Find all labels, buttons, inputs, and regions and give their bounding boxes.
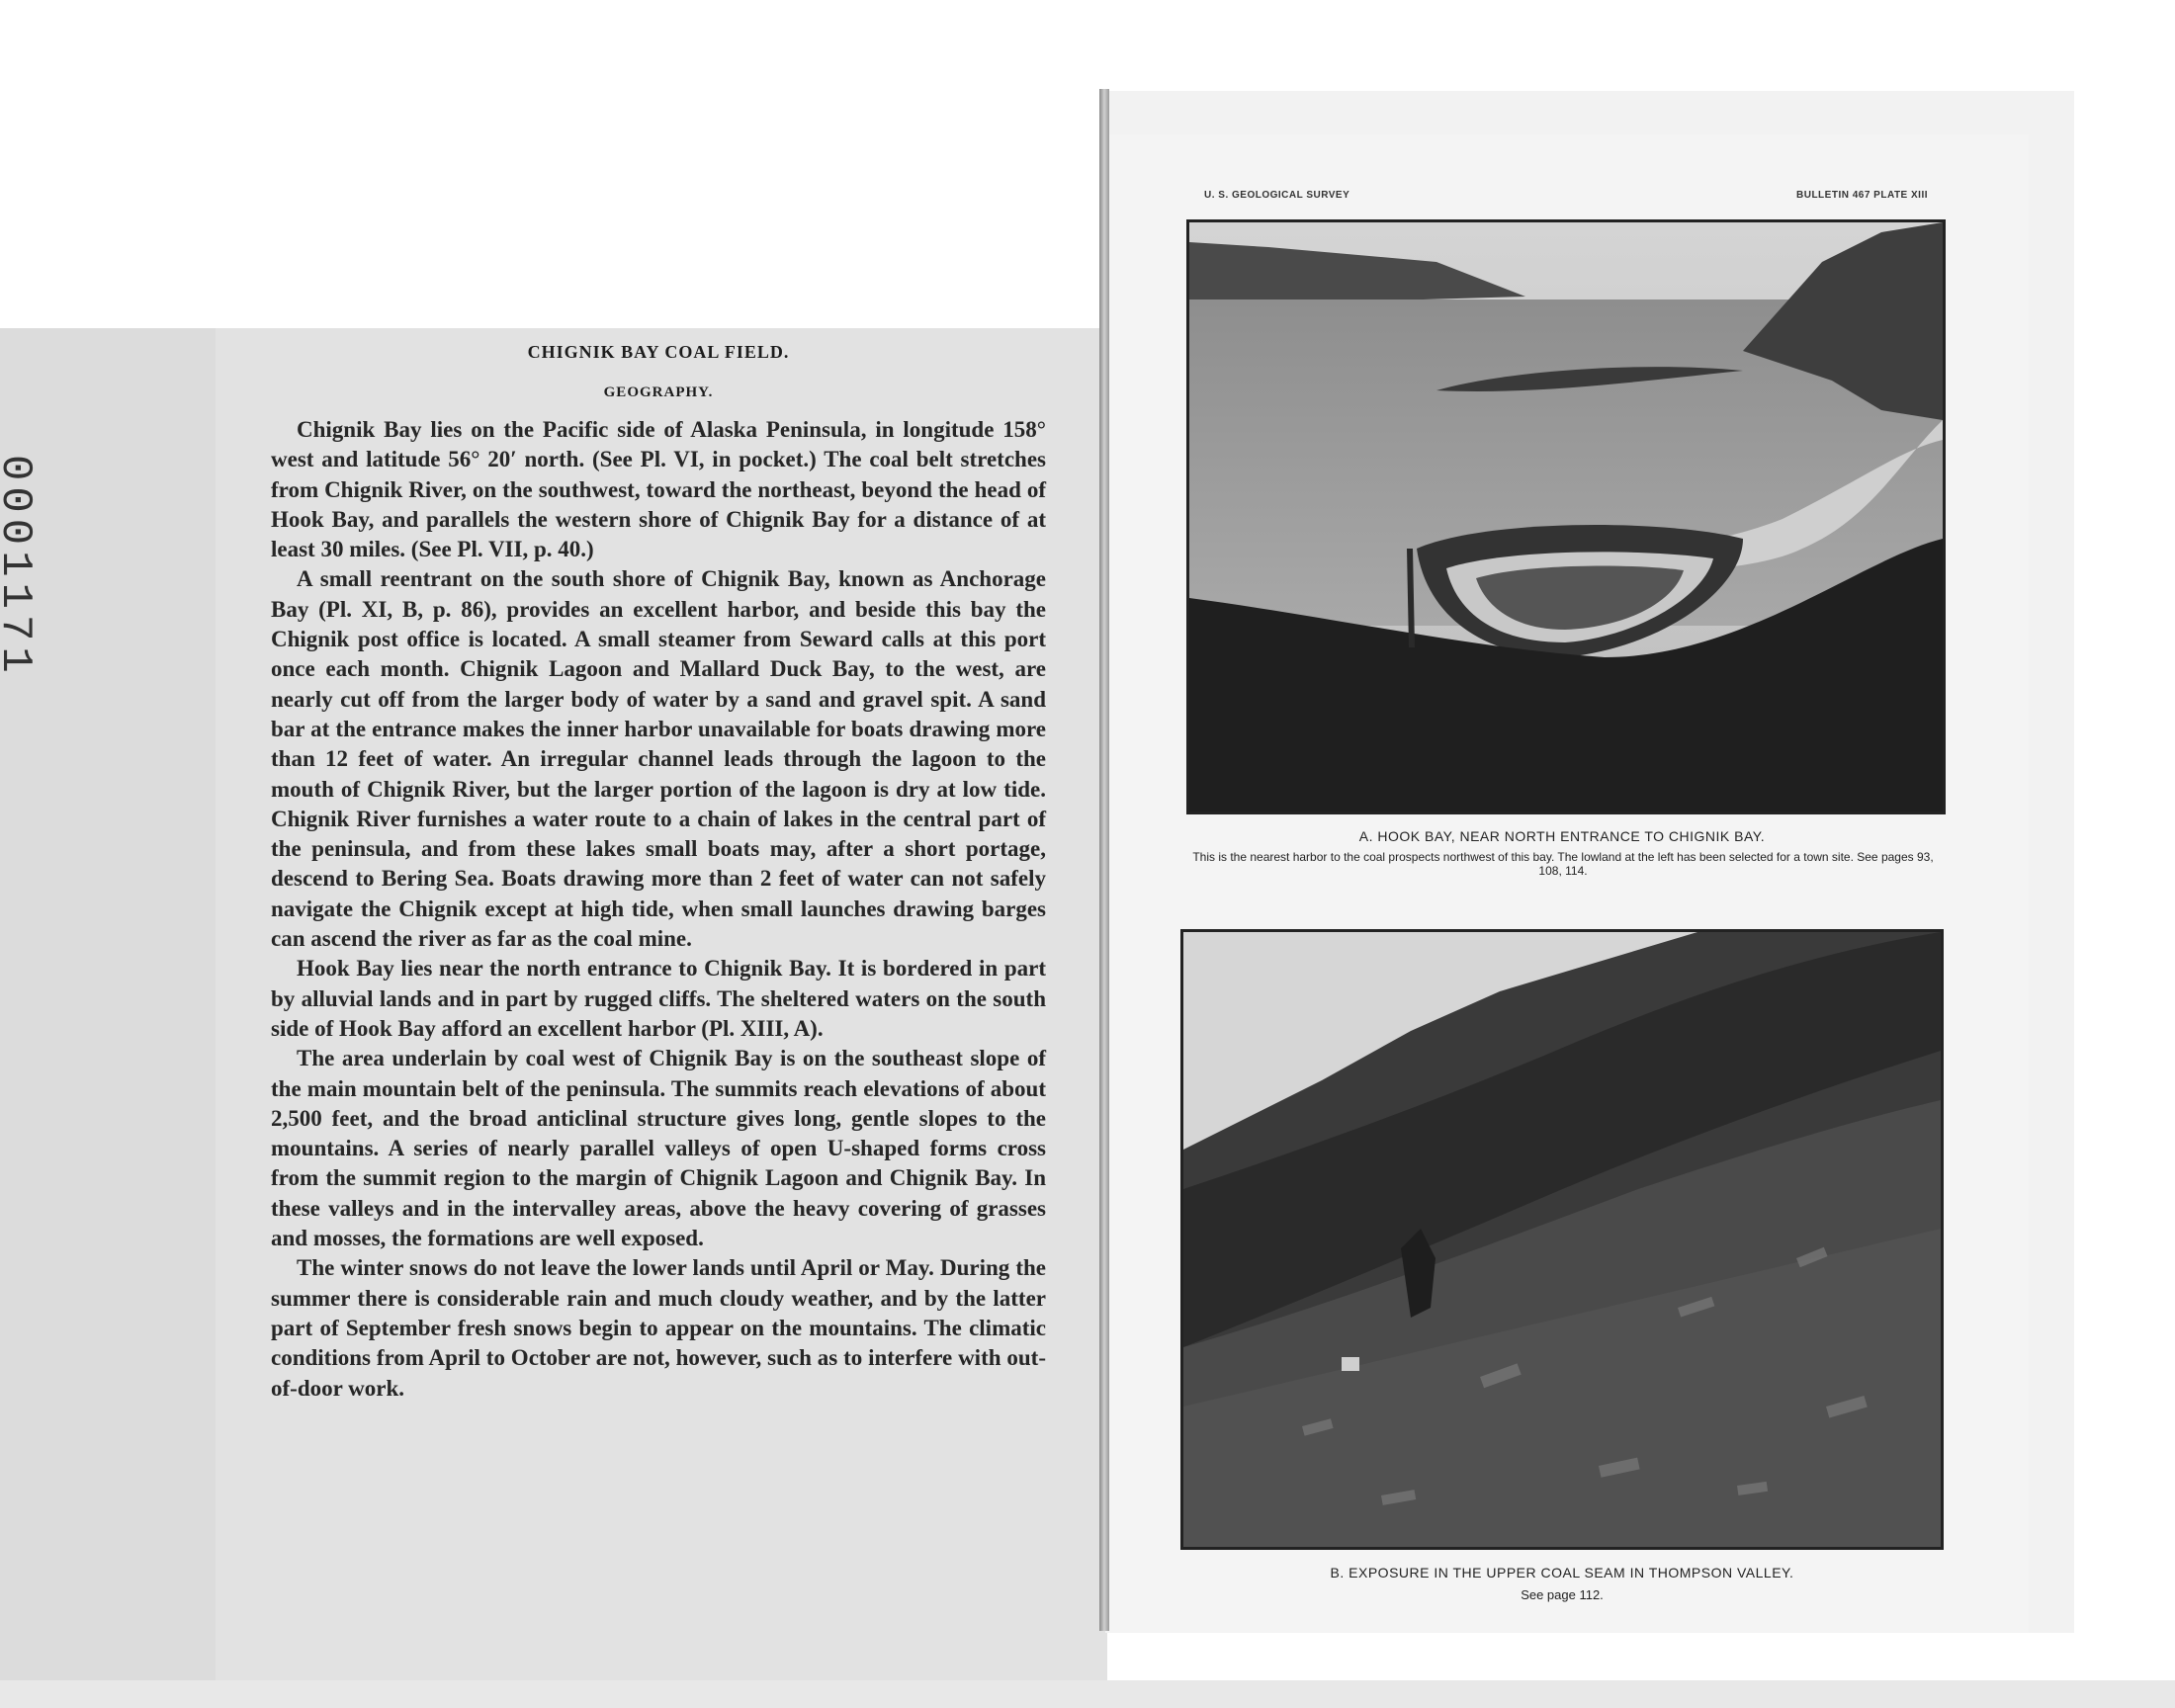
paragraph: Hook Bay lies near the north entrance to Chignik Bay. It is bordered in part by alluvial lands and in part by rugged cliffs. The sheltered waters on the south side of Hook Bay afford an excellent harbor (Pl. XIII, A). xyxy=(271,956,1046,1041)
chapter-title: CHIGNIK BAY COAL FIELD. xyxy=(527,342,790,362)
plate-header-left: U. S. GEOLOGICAL SURVEY xyxy=(1204,190,1350,201)
page-spine xyxy=(1099,89,1109,1631)
paragraph: The area underlain by coal west of Chignik Bay is on the southeast slope of the main mountain belt of the peninsula. The summits reach elevations of about 2,500 feet, and the broad anticlinal structure gives long, gentle slopes to the mountains. A series of nearly parallel valleys of open U-shaped forms cross from the summit region to the margin of Chignik Lagoon and Chignik Bay. In these valleys and in the intervalley areas, above the heavy covering of grasses and mosses, the formations are well exposed. xyxy=(271,1046,1046,1251)
hook-bay-illustration xyxy=(1189,222,1943,811)
side-number xyxy=(0,455,40,494)
coal-seam-illustration xyxy=(1183,932,1941,1547)
section-title: GEOGRAPHY. xyxy=(603,384,714,400)
bottom-strip xyxy=(0,1680,2175,1708)
photo-hook-bay xyxy=(1186,219,1946,814)
photo-a-caption: This is the nearest harbor to the coal prospects northwest of this bay. The lowland at the left has been selected for a town site. See pages 93, 108, 114. xyxy=(1192,850,1934,878)
paragraph: Chignik Bay lies on the Pacific side of Alaska Peninsula, in longitude 158° west and latitude 56° 20′ north. (See Pl. VI, in pocket.) The coal belt stretches from Chignik River, on the southwest, toward the northeast, beyond the head of Hook Bay, and parallels the western shore of Chignik Bay for a distance of at least 30 miles. (See Pl. VII, p. 40.) xyxy=(271,417,1046,562)
paragraph: The winter snows do not leave the lower lands until April or May. During the summer there is considerable rain and much cloudy weather, and by the latter part of September fresh snows begin to appear on the mountains. The climatic conditions from April to October are not, however, such as to interfere with out-of-door work. xyxy=(271,1255,1046,1401)
photo-a-title: A. HOOK BAY, NEAR NORTH ENTRANCE TO CHIGNIK BAY. xyxy=(1358,828,1766,844)
text-column xyxy=(271,336,1046,1404)
paragraph: A small reentrant on the south shore of Chignik Bay, known as Anchorage Bay (Pl. XI, B, p. 86), provides an excellent harbor, and beside this bay the Chignik post office is located. A small steamer from Seward calls at this port once each month. Chignik Lagoon and Mallard Duck Bay, to the west, are nearly cut off from the larger body of water by a sand and gravel spit. A sand bar at the entrance makes the inner harbor unavailable for boats drawing more than 12 feet of water. An irregular channel leads through the lagoon to the mouth of Chignik River, but the larger portion of the lagoon is dry at low tide. Chignik River furnishes a water route to a chain of lakes in the central part of the peninsula, and from these lakes small boats may, after a short portage, descend to Bering Sea. Boats drawing more than 2 feet of water can not safely navigate the Chignik except at high tide, when small launches drawing barges can ascend the river as far as the coal mine. xyxy=(271,566,1046,952)
photo-b-caption: See page 112. xyxy=(1521,1587,1604,1602)
photo-b-title: B. EXPOSURE IN THE UPPER COAL SEAM IN THOMPSON VALLEY. xyxy=(1330,1565,1794,1580)
photo-coal-seam xyxy=(1180,929,1944,1550)
plate-header-right: BULLETIN 467 PLATE XIII xyxy=(1796,190,1928,201)
